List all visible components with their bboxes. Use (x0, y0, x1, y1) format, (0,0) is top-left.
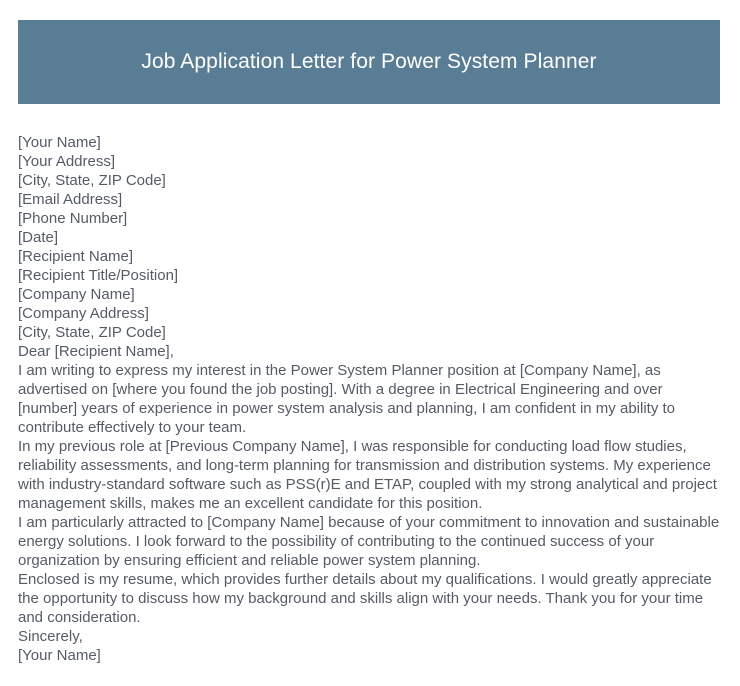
salutation-line: Dear [Recipient Name], (18, 343, 174, 360)
letter-paragraph-2: In my previous role at [Previous Company Name], I was responsible for conducting load flow studies, reliability assessments, and long-term planning for transmission and distribution systems. My experience with industry-standard software such as PSS(r)E and ETAP, coupled with my strong analytical and project management skills, makes me an excellent candidate for this position. (18, 438, 717, 512)
letter-paragraph-3: I am particularly attracted to [Company Name] because of your commitment to innovation and sustainable energy solutions. I look forward to the possibility of contributing to the continued success of your organization by ensuring efficient and reliable power system planning. (18, 514, 720, 569)
document-header-banner (18, 20, 720, 104)
sender-address-line: [Your Address] (18, 153, 116, 170)
recipient-company-address-line: [Company Address] (18, 305, 149, 322)
letter-date-line: [Date] (18, 229, 59, 246)
closing-line: Sincerely, (18, 628, 83, 645)
sender-email-line: [Email Address] (18, 191, 123, 208)
page-title: Job Application Letter for Power System Planner (141, 50, 597, 74)
signature-name-line: [Your Name] (18, 647, 101, 664)
letter-body (18, 133, 726, 665)
sender-phone-line: [Phone Number] (18, 210, 128, 227)
sender-city-state-zip-line: [City, State, ZIP Code] (18, 172, 166, 189)
recipient-company-name-line: [Company Name] (18, 286, 135, 303)
sender-address-block (18, 133, 726, 247)
letter-paragraph-4: Enclosed is my resume, which provides further details about my qualifications. I would greatly appreciate the opportunity to discuss how my background and skills align with your needs. Thank you for your time and consideration. (18, 571, 712, 626)
recipient-title-line: [Recipient Title/Position] (18, 267, 179, 284)
recipient-address-block (18, 247, 726, 342)
sender-name-line: [Your Name] (18, 134, 101, 151)
letter-paragraph-1: I am writing to express my interest in the Power System Planner position at [Company Name], as advertised on [where you found the job posting]. With a degree in Electrical Engineering and over [number] years of experience in power system analysis and planning, I am confident in my ability to contribute effectively to your team. (18, 362, 675, 436)
recipient-name-line: [Recipient Name] (18, 248, 134, 265)
recipient-city-state-zip-line: [City, State, ZIP Code] (18, 324, 166, 341)
